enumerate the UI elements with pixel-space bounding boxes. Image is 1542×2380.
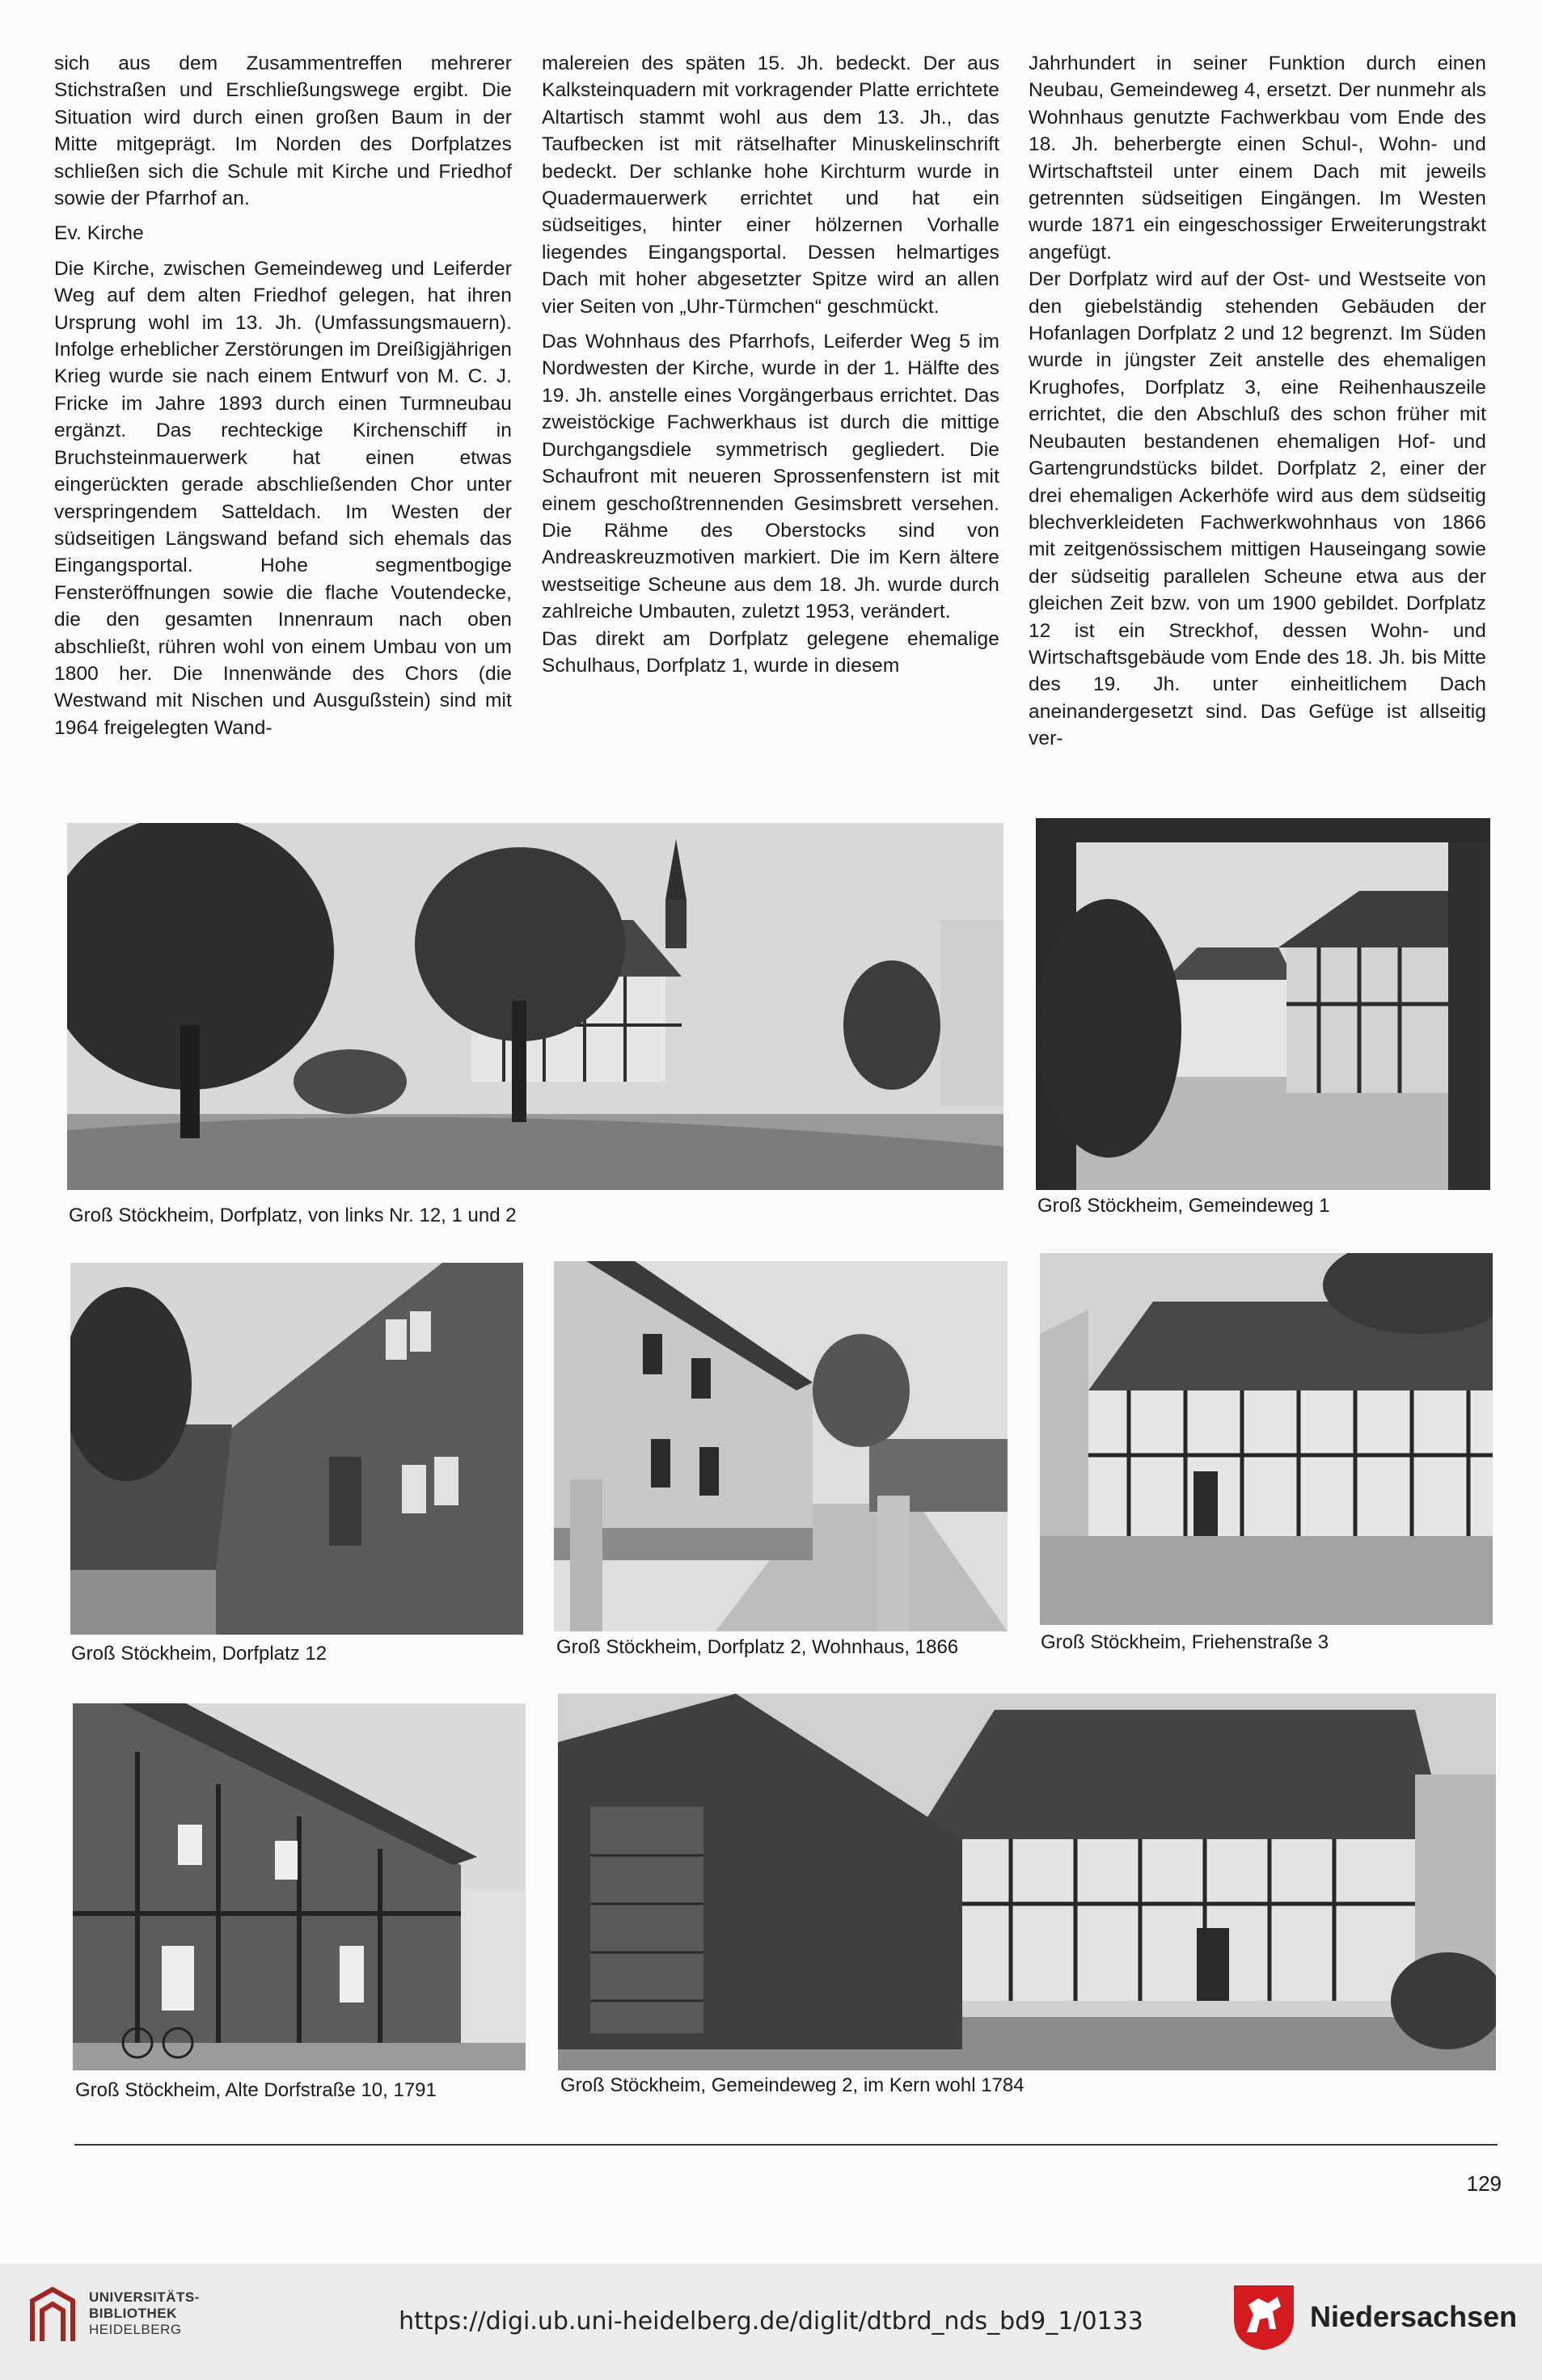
page-number: 129: [1466, 2171, 1502, 2196]
caption: Groß Stöckheim, Dorfplatz 2, Wohnhaus, 1866: [556, 1636, 959, 1658]
photo-alte-dorfstrasse-10: [73, 1703, 526, 2070]
caption: Groß Stöckheim, Alte Dorfstraße 10, 1791: [75, 2079, 437, 2101]
caption: Groß Stöckheim, Gemeindeweg 2, im Kern wohl 1784: [560, 2074, 1024, 2096]
caption: Groß Stöckheim, Friehenstraße 3: [1041, 1631, 1329, 1653]
text-column-2: [542, 50, 999, 679]
paragraph: Die Kirche, zwischen Gemeindeweg und Leiferder Weg auf dem alten Friedhof gelegen, hat ihren Ursprung wohl im 13. Jh. (Umfassungsmauern). Infolge erheblicher Zerstörungen im Dreißigjährigen Krieg wurde sie nach einem Entwurf von M. C. J. Fricke im Jahre 1893 durch einen Turmneubau ergänzt. Das rechteckige Kirchenschiff in Bruchsteinmauerwerk hat einen etwas eingerückten gerade abschließenden Chor unter verspringendem Satteldach. Im Westen der südseitigen Längswand befand sich ehemals das Eingangsportal. Hohe segmentbogige Fensteröffnungen sowie die flache Voutendecke, die den gesamten Innenraum nach oben abschließt, rühren wohl von einem Umbau von um 1800 her. Die Innenwände des Chors (die Westwand mit Nischen und Ausgußstein) sind mit 1964 freigelegten Wand-: [54, 257, 512, 739]
photo-dorfplatz-12: [70, 1263, 523, 1635]
photo-gemeindeweg-2: [558, 1694, 1496, 2070]
caption: Groß Stöckheim, Gemeindeweg 1: [1037, 1195, 1330, 1217]
paragraph: Das direkt am Dorfplatz gelegene ehemalige Schulhaus, Dorfplatz 1, wurde in diesem: [542, 627, 999, 677]
footer-rule: [74, 2144, 1498, 2146]
caption: Groß Stöckheim, Dorfplatz 12: [71, 1643, 327, 1665]
partner-name: Niedersachsen: [1310, 2300, 1518, 2333]
paragraph: sich aus dem Zusammentreffen mehrerer Stichstraßen und Erschließungswege ergibt. Die Situation wird durch einen großen Baum in der Mitte mitgeprägt. Im Norden des Dorfplatzes schließen sich die Schule mit Kirche und Friedhof sowie der Pfarrhof an.: [54, 53, 512, 210]
section-heading: Ev. Kirche: [54, 222, 144, 245]
paragraph: malereien des späten 15. Jh. bedeckt. Der aus Kalksteinquadern mit vorkragender Platte errichtete Altartisch stammt wohl aus dem 13. Jh., das Taufbecken ist mit rätselhafter Minuskelinschrift bedeckt. Der schlanke hohe Kirchturm wurde in Quadermauerwerk errichtet und hat ein südseitiges, hinter einer hölzernen Vorhalle liegendes Eingangsportal. Dessen helmartiges Dach mit hoher abgesetzter Spitze wird an allen vier Seiten von „Uhr-Türmchen“ geschmückt.: [542, 53, 999, 318]
paragraph: Jahrhundert in seiner Funktion durch einen Neubau, Gemeindeweg 4, ersetzt. Der nunmehr als Wohnhaus genutzte Fachwerkbau vom Ende des 18. Jh. beherbergte einen Schul-, Wohn- und Wirtschaftsteil unter einem Dach mit jeweils getrennten südseitigen Eingängen. Im Westen wurde 1871 ein eingeschossiger Erweiterungstrakt angefügt.: [1029, 53, 1486, 264]
lower-saxony-horse-emblem-icon: [1231, 2282, 1297, 2352]
text-column-3: [1029, 50, 1486, 753]
source-url-link[interactable]: https://digi.ub.uni-heidelberg.de/diglit/dtbrd_nds_bd9_1/0133: [399, 2307, 1143, 2336]
paragraph: Das Wohnhaus des Pfarrhofs, Leiferder Weg 5 im Nordwesten der Kirche, wurde in der 1. Hälfte des 19. Jh. anstelle eines Vorgängerbaus errichtet. Das zweistöckige Fachwerkhaus ist durch die mittige Durchgangsdiele symmetrisch gegliedert. Die Schaufront mit neueren Sprossenfenstern ist mit einem geschoßtrennenden Gesimsbrett versehen. Die Rähme des Oberstocks sind von Andreaskreuzmotiven markiert. Die im Kern ältere westseitige Scheune aus dem 18. Jh. wurde durch zahlreiche Umbauten, zuletzt 1953, verändert.: [542, 331, 999, 623]
photo-dorfplatz: [67, 823, 1003, 1190]
paragraph: Der Dorfplatz wird auf der Ost- und Westseite von den giebelständig stehenden Gebäuden der Hofanlagen Dorfplatz 2 und 12 begrenzt. Im Süden wurde in jüngster Zeit anstelle des ehemaligen Krughofes, Dorfplatz 3, eine Reihenhauszeile errichtet, die den Abschluß des schon früher mit Neubauten bestandenen ehemaligen Hof- und Gartengrundstücks bildet. Dorfplatz 2, einer der drei ehemaligen Ackerhöfe wird aus dem südseitig blechverkleideten Fachwerkwohnhaus von 1866 mit zeitgenössischem mittigen Hauseingang sowie der südseitig parallelen Scheune etwa aus der gleichen Zeit bzw. von um 1900 gebildet. Dorfplatz 12 ist ein Streckhof, dessen Wohn- und Wirtschaftsgebäude vom Ende des 18. Jh. bis Mitte des 19. Jh. unter einheitlichem Dach aneinandergesetzt sind. Das Gefüge ist allseitig ver-: [1029, 268, 1486, 750]
text-column-1: [54, 50, 512, 741]
photo-friehenstrasse-3: [1040, 1253, 1493, 1625]
caption: Groß Stöckheim, Dorfplatz, von links Nr. 12, 1 und 2: [69, 1205, 517, 1226]
photo-gemeindeweg-1: [1036, 818, 1490, 1190]
library-name: UNIVERSITÄTS- BIBLIOTHEK HEIDELBERG: [89, 2289, 200, 2337]
photo-dorfplatz-2: [554, 1261, 1008, 1631]
